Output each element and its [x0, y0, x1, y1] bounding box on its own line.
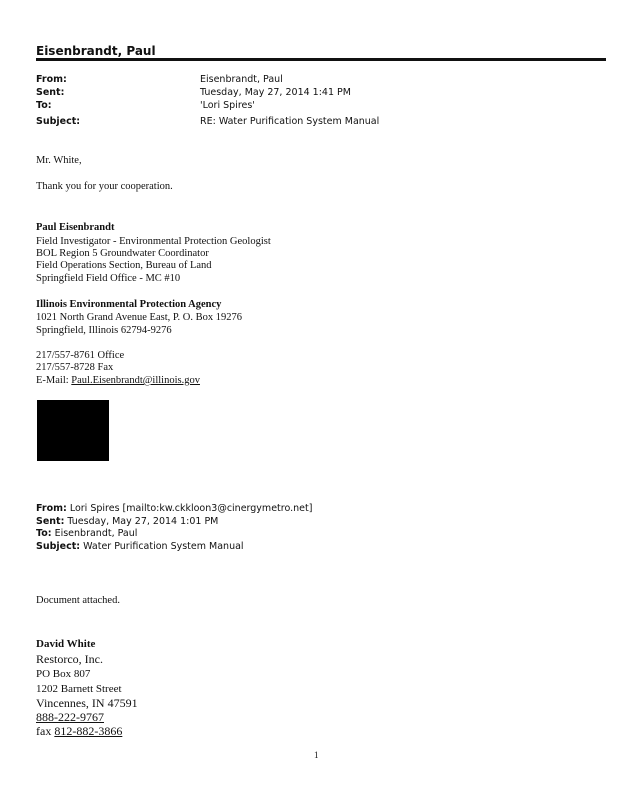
subject-value: RE: Water Purification System Manual	[200, 116, 380, 127]
page-number: 1	[314, 750, 319, 760]
fax-number: 217/557-8728 Fax	[36, 362, 114, 373]
agency-address-2: Springfield, Illinois 62794-9276	[36, 325, 172, 336]
quoted-to-label: To:	[36, 528, 52, 539]
quoted-from	[36, 503, 312, 514]
signature-title-3: Field Operations Section, Bureau of Land	[36, 260, 212, 271]
quoted-signature-name: David White	[36, 638, 96, 650]
email-label: E-Mail:	[36, 375, 69, 386]
sent-value: Tuesday, May 27, 2014 1:41 PM	[200, 87, 351, 98]
signature-name: Paul Eisenbrandt	[36, 222, 115, 233]
subject-label: Subject:	[36, 116, 81, 127]
signature-title-4: Springfield Field Office - MC #10	[36, 273, 181, 284]
greeting: Mr. White,	[36, 155, 82, 166]
email-link[interactable]: Paul.Eisenbrandt@illinois.gov	[71, 375, 200, 386]
quoted-fax-label: fax	[36, 724, 52, 738]
to-value: 'Lori Spires'	[200, 100, 255, 111]
quoted-message: Document attached.	[36, 595, 120, 606]
quoted-signature-pobox: PO Box 807	[36, 668, 91, 680]
signature-title-2: BOL Region 5 Groundwater Coordinator	[36, 248, 209, 259]
sent-label: Sent:	[36, 87, 65, 98]
quoted-signature-fax	[36, 724, 122, 739]
quoted-signature-street: 1202 Barnett Street	[36, 683, 122, 695]
quoted-signature-company: Restorco, Inc.	[36, 652, 103, 666]
to-label: To:	[36, 100, 52, 111]
signature-title-1: Field Investigator - Environmental Protection Geologist	[36, 236, 271, 247]
header-rule	[36, 58, 606, 61]
quoted-fax-number[interactable]: 812-882-3866	[54, 724, 123, 738]
quoted-sent	[36, 516, 218, 527]
from-label: From:	[36, 74, 67, 85]
quoted-signature-phone[interactable]: 888-222-9767	[36, 710, 104, 724]
quoted-sent-value: Tuesday, May 27, 2014 1:01 PM	[67, 516, 219, 527]
quoted-to	[36, 528, 137, 539]
agency-address-1: 1021 North Grand Avenue East, P. O. Box 19276	[36, 312, 242, 323]
quoted-from-value: Lori Spires [mailto:kw.ckkloon3@cinergymetro.net]	[69, 503, 313, 514]
reply-message: Thank you for your cooperation.	[36, 181, 173, 192]
quoted-subject-value: Water Purification System Manual	[83, 541, 244, 552]
email-line	[36, 375, 200, 388]
quoted-signature-city: Vincennes, IN 47591	[36, 696, 138, 710]
sender-name: Eisenbrandt, Paul	[36, 44, 156, 58]
quoted-sent-label: Sent:	[36, 516, 65, 527]
from-value: Eisenbrandt, Paul	[200, 74, 283, 85]
agency-name: Illinois Environmental Protection Agency	[36, 299, 222, 310]
redacted-block	[37, 400, 109, 461]
quoted-subject	[36, 541, 244, 552]
quoted-subject-label: Subject:	[36, 541, 81, 552]
quoted-to-value: Eisenbrandt, Paul	[54, 528, 138, 539]
quoted-from-label: From:	[36, 503, 67, 514]
office-phone: 217/557-8761 Office	[36, 350, 125, 361]
